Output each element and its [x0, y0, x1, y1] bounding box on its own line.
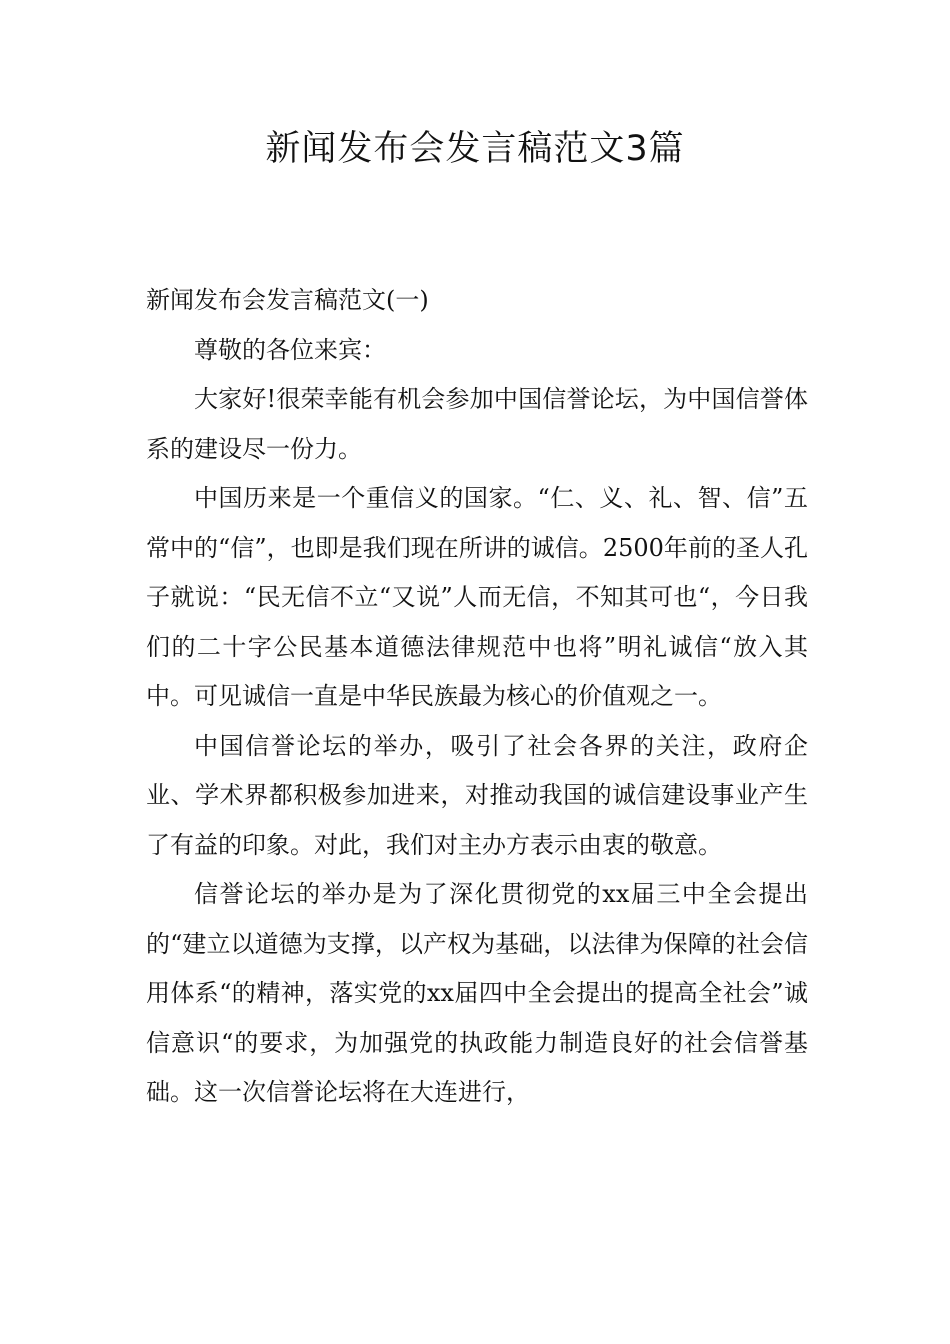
document-body	[146, 276, 808, 1118]
paragraph-forum: 中国信誉论坛的举办，吸引了社会各界的关注，政府企业、学术界都积极参加进来，对推动我国的诚信建设事业产生了有益的印象。对此，我们对主办方表示由衷的敬意。	[146, 731, 808, 859]
paragraph-history: 中国历来是一个重信义的国家。“仁、义、礼、智、信”五常中的“信”，也即是我们现在所讲的诚信。2500年前的圣人孔子就说：“民无信不立“又说”人而无信，不知其可也“，今日我们的二十字公民基本道德法律规范中也将”明礼诚信“放入其中。可见诚信一直是中华民族最为核心的价值观之一。	[146, 484, 808, 710]
document-title: 新闻发布会发言稿范文3篇	[265, 129, 685, 169]
paragraph-opening: 大家好!很荣幸能有机会参加中国信誉论坛，为中国信誉体系的建设尽一份力。	[146, 385, 808, 463]
paragraph-greeting: 尊敬的各位来宾：	[194, 335, 386, 364]
paragraph-purpose: 信誉论坛的举办是为了深化贯彻党的xx届三中全会提出的“建立以道德为支撑，以产权为基础，以法律为保障的社会信用体系“的精神，落实党的xx届四中全会提出的提高全社会”诚信意识“的要求，为加强党的执政能力制造良好的社会信誉基础。这一次信誉论坛将在大连进行，	[146, 880, 808, 1106]
section-heading: 新闻发布会发言稿范文(一)	[146, 286, 429, 314]
